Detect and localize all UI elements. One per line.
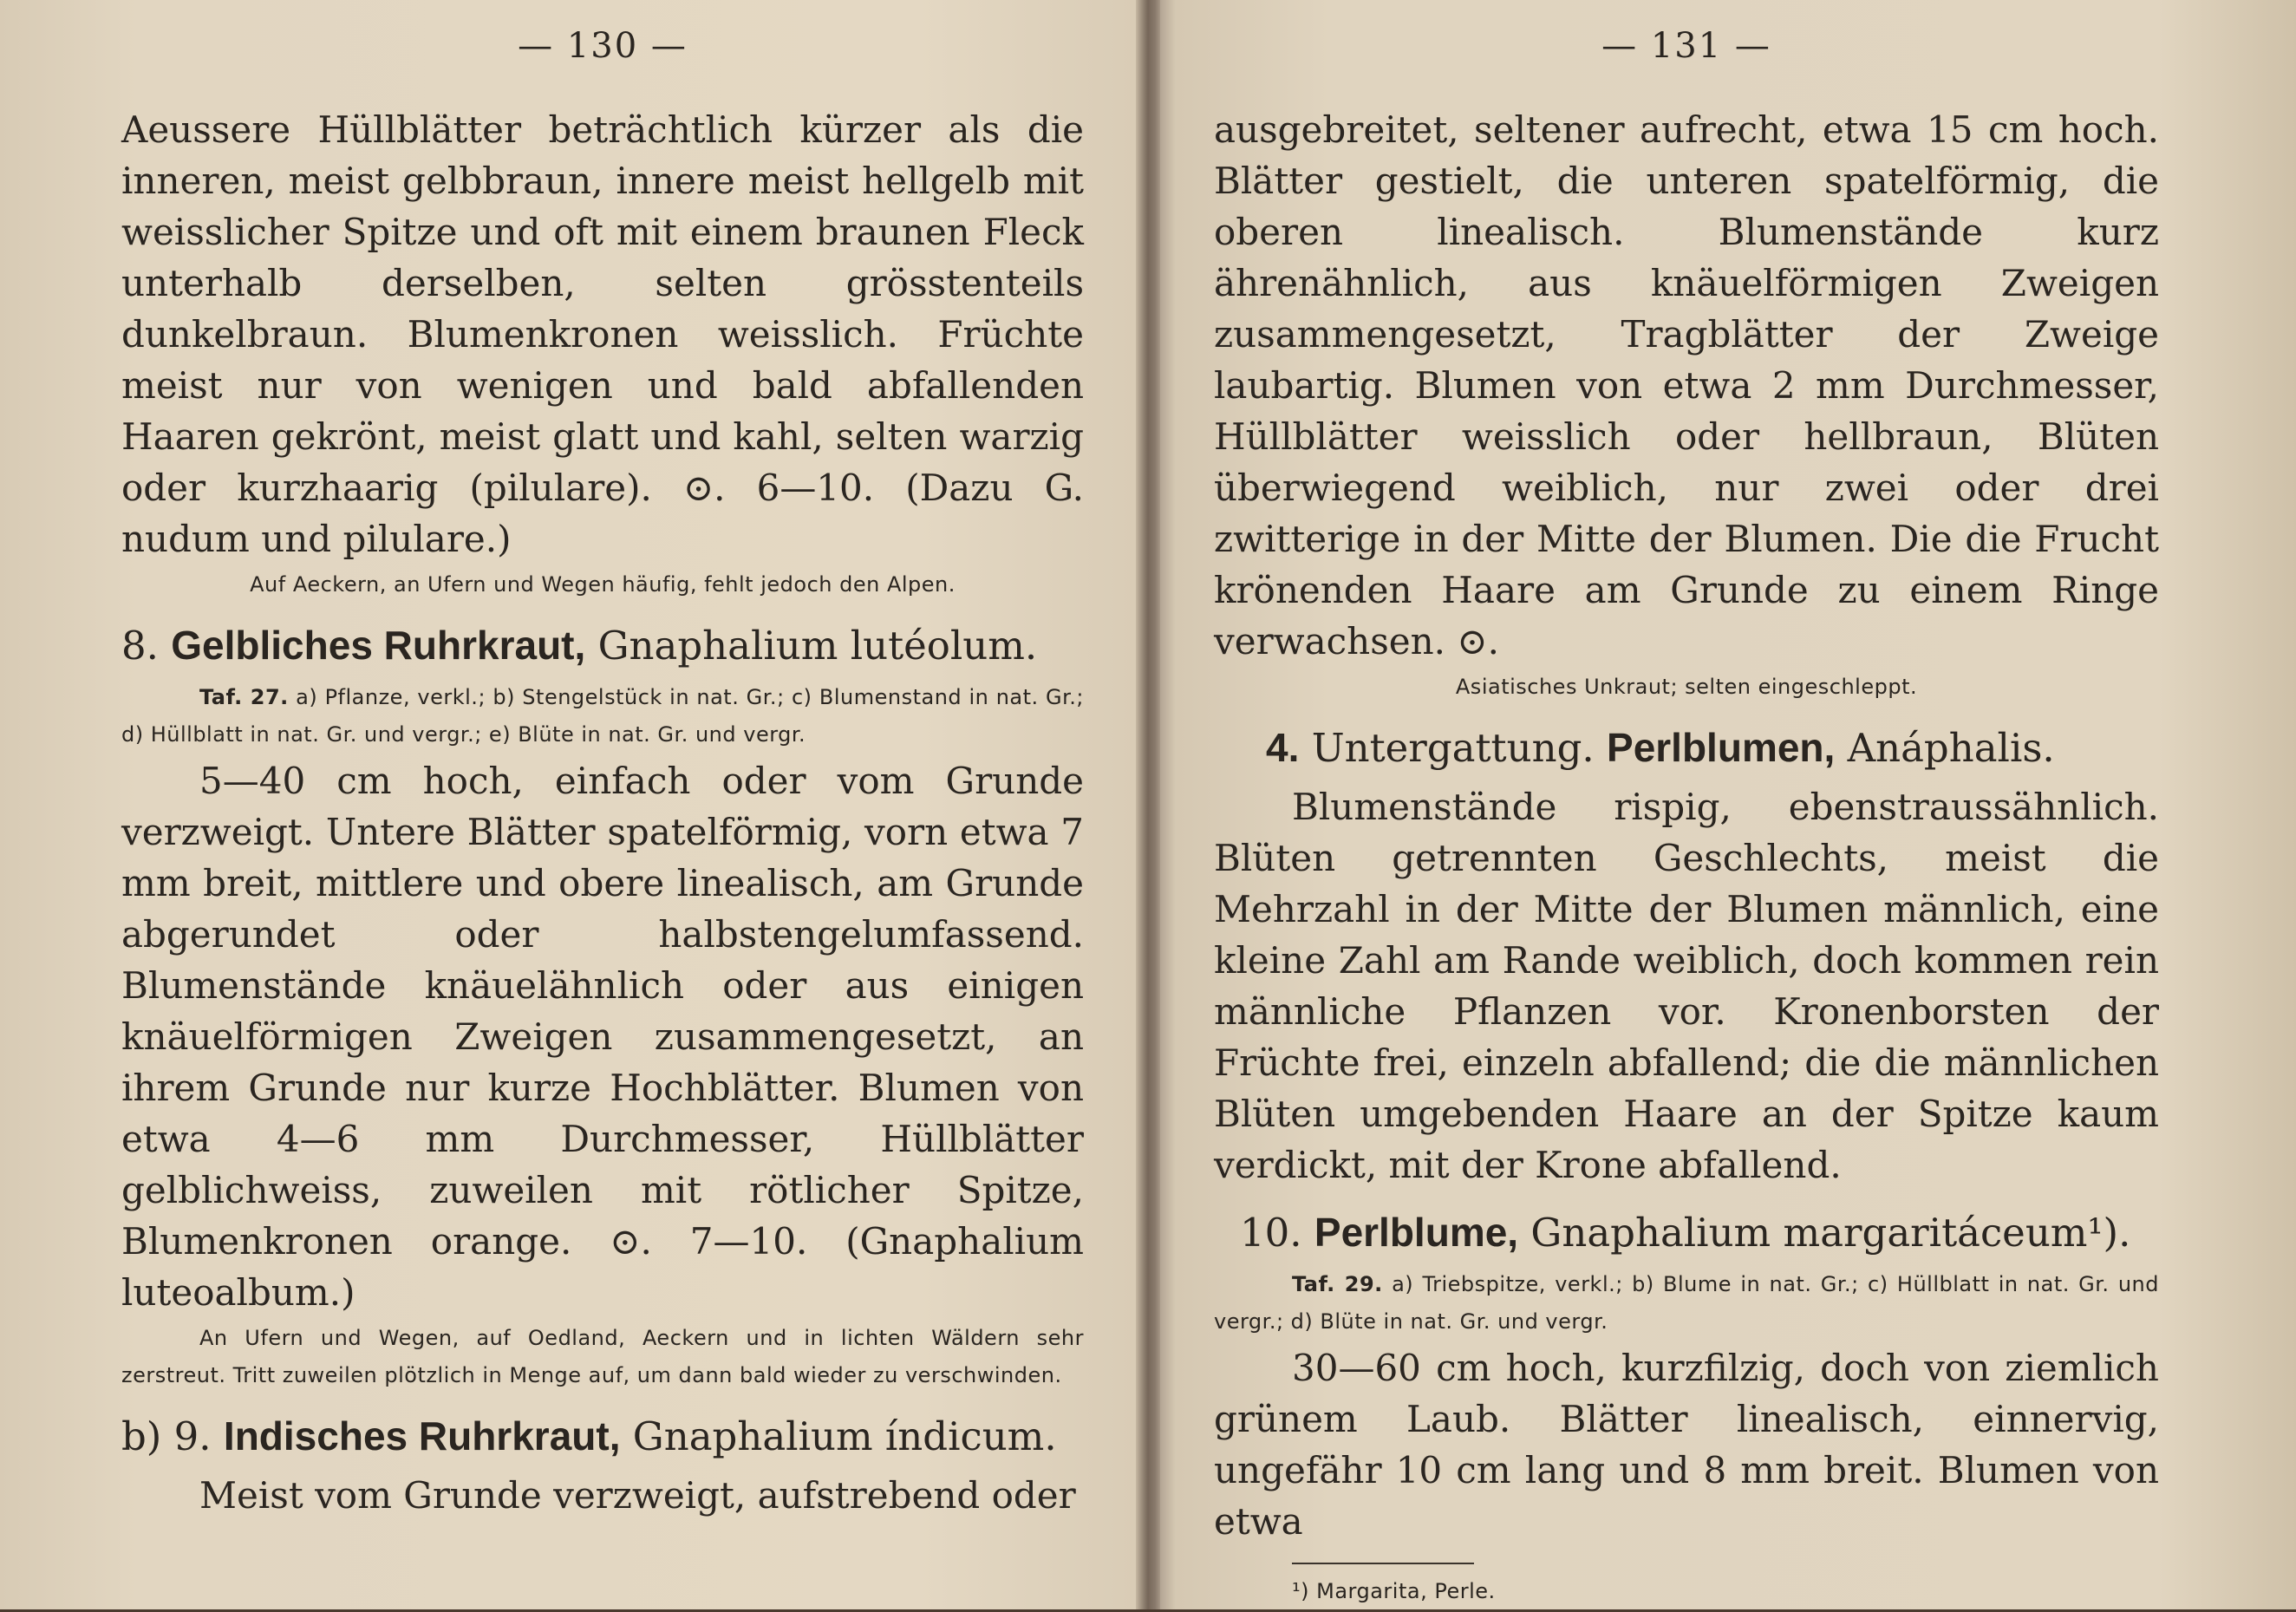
subgenus-4-label: Untergattung. bbox=[1311, 725, 1595, 771]
species-9-heading bbox=[121, 1406, 1084, 1466]
species-8-habitat: An Ufern und Wegen, auf Oedland, Aeckern und in lichten Wäldern sehr zerstreut. Tritt zuweilen plötzlich in Menge auf, um dann bald wieder zu verschwinden. bbox=[121, 1326, 1084, 1387]
right-habitat-1: Asiatisches Unkraut; selten eingeschleppt. bbox=[1455, 675, 1918, 699]
species-8-plate-text: a) Pflanze, verkl.; b) Stengelstück in nat. Gr.; c) Blumenstand in nat. Gr.; d) Hüllblatt in nat. Gr. und vergr.; e) Blüte in nat. Gr. und vergr. bbox=[121, 685, 1084, 747]
species-10-description: 30—60 cm hoch, kurzfilzig, doch von ziemlich grünem Laub. Blätter linealisch, einnervig, ungefähr 10 cm lang und 8 mm breit. Blumen von etwa bbox=[1214, 1347, 2159, 1543]
species-8-description: 5—40 cm hoch, einfach oder vom Grunde verzweigt. Untere Blätter spatelförmig, vorn etwa 7 mm breit, mittlere und obere linealisch, am Grunde abgerundet oder halbstengelumfassend. Blumenstände knäuelähnlich oder aus einigen knäuelförmigen Zweigen zusammengesetzt, an ihrem Grunde nur kurze Hochblätter. Blumen von etwa 4—6 mm Durchmesser, Hüllblätter gelblichweiss, zuweilen mit rötlicher Spitze, Blumenkronen orange. ⊙. 7—10. (Gnaphalium luteoalbum.) bbox=[121, 760, 1084, 1314]
subgenus-4-description: Blumenstände rispig, ebenstraussähnlich. Blüten getrennten Geschlechts, meist die Mehrzahl in der Mitte der Blumen männlich, eine kleine Zahl am Rande weiblich, doch kommen rein männliche Pflanzen vor. Kronenborsten der Früchte frei, einzeln abfallend; die die männlichen Blüten umgebenden Haare an der Spitze kaum verdickt, mit der Krone abfallend. bbox=[1214, 786, 2159, 1186]
species-8-taf: Taf. 27. bbox=[199, 685, 289, 709]
footnote-rule bbox=[1292, 1563, 1474, 1564]
footnote: ¹) Margarita, Perle. bbox=[1292, 1579, 1496, 1603]
species-9-latin: Gnaphalium índicum. bbox=[632, 1413, 1057, 1459]
species-9-prefix: b) 9. bbox=[121, 1413, 212, 1459]
left-page-body bbox=[121, 104, 1084, 1521]
left-page bbox=[121, 0, 1084, 1609]
species-8-number: 8. bbox=[121, 623, 159, 669]
species-10-latin: Gnaphalium margaritáceum bbox=[1530, 1210, 2088, 1256]
page-number-left: — 130 — bbox=[518, 26, 688, 66]
right-page bbox=[1214, 0, 2159, 1609]
right-page-body bbox=[1214, 104, 2159, 1612]
subgenus-4-latin: Anáphalis. bbox=[1847, 725, 2055, 771]
species-10-plate-text: a) Triebspitze, verkl.; b) Blume in nat. Gr.; c) Hüllblatt in nat. Gr. und vergr.; d) Blüte in nat. Gr. und vergr. bbox=[1214, 1272, 2160, 1334]
left-paragraph-1: Aeussere Hüllblätter beträchtlich kürzer als die inneren, meist gelbbraun, innere meist hellgelb mit weisslicher Spitze und oft mit einem braunen Fleck unterhalb derselben, selten grösstenteils dunkelbraun. Blumenkronen weisslich. Früchte meist nur von wenigen und bald abfallenden Haaren gekrönt, meist glatt und kahl, selten warzig oder kurzhaarig (pilulare). ⊙. 6—10. (Dazu G. nudum und pilulare.) bbox=[121, 108, 1084, 560]
subgenus-4-heading bbox=[1214, 718, 2159, 778]
left-habitat-1: Auf Aeckern, an Ufern und Wegen häufig, fehlt jedoch den Alpen. bbox=[250, 572, 956, 597]
species-10-name: Perlblume, bbox=[1314, 1210, 1519, 1255]
species-8-name: Gelbliches Ruhrkraut, bbox=[171, 623, 586, 668]
species-10-plate bbox=[1214, 1266, 2159, 1341]
species-10-heading bbox=[1214, 1203, 2159, 1263]
species-10-taf: Taf. 29. bbox=[1292, 1272, 1383, 1296]
species-8-heading bbox=[121, 616, 1084, 675]
subgenus-4-name: Perlblumen, bbox=[1607, 725, 1836, 770]
species-9-name: Indisches Ruhrkraut, bbox=[223, 1413, 621, 1459]
species-8-plate bbox=[121, 679, 1084, 754]
page-number-right: — 131 — bbox=[1601, 26, 1771, 66]
species-9-description: Meist vom Grunde verzweigt, aufstrebend oder bbox=[199, 1474, 1076, 1517]
right-paragraph-1: ausgebreitet, seltener aufrecht, etwa 15 cm hoch. Blätter gestielt, die unteren spatelförmig, die oberen linealisch. Blumenstände kurz ährenähnlich, aus knäuelförmigen Zweigen zusammengesetzt, Tragblätter der Zweige laubartig. Blumen von etwa 2 mm Durchmesser, Hüllblätter weisslich oder hellbraun, Blüten überwiegend weiblich, nur zwei oder drei zwitterige in der Mitte der Blumen. Die die Frucht krönenden Haare am Grunde zu einem Ringe verwachsen. ⊙. bbox=[1214, 108, 2159, 662]
species-10-note-ref: ¹). bbox=[2087, 1210, 2131, 1256]
book-gutter bbox=[1136, 0, 1160, 1609]
species-10-number: 10. bbox=[1240, 1210, 1302, 1256]
subgenus-4-number: 4. bbox=[1266, 725, 1300, 770]
species-8-latin: Gnaphalium lutéolum. bbox=[597, 623, 1038, 669]
